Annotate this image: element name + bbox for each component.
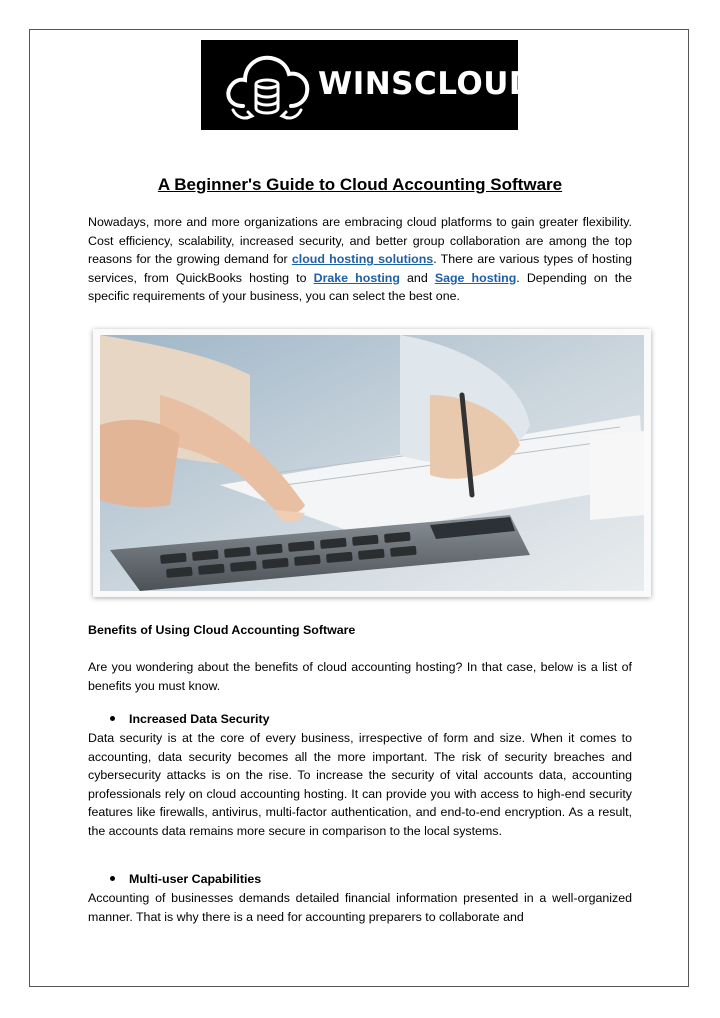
sage-hosting-link[interactable]: Sage hosting: [434, 270, 517, 285]
calculator-photo-illustration: [100, 335, 644, 591]
benefit-title-multi-user: [110, 872, 261, 886]
benefits-heading: Benefits of Using Cloud Accounting Software: [88, 623, 356, 637]
intro-paragraph: [88, 213, 632, 306]
benefit-title-data-security: [110, 712, 270, 726]
benefits-intro: Are you wondering about the benefits of cloud accounting hosting? In that case, below is a list of benefits you must know.: [88, 660, 632, 693]
benefit-title-2: Multi-user Capabilities: [129, 872, 262, 886]
benefit-text-data-security: Data security is at the core of every business, irrespective of form and size. When it comes to accounting, data security becomes all the more important. The risk of security breaches and cybersecurity attacks is on the rise. To increase the security of vital accounts data, accounting professionals rely on cloud accounting hosting. It can provide you with access to high-end security features like firewalls, antivirus, multi-factor authentication, and end-to-end encryption. As a result, the accounts data remains more secure in comparison to the local systems.: [88, 731, 632, 838]
benefit-title-1: Increased Data Security: [129, 712, 270, 726]
intro-text-1: Nowadays, more and more organizations are embracing cloud platforms to gain greater flexibility. Cost efficiency, scalability, increased security, and better group collaboration are among the top reasons for the growing demand for: [88, 215, 632, 267]
bullet-icon: [110, 876, 115, 881]
bullet-icon: [110, 716, 115, 721]
intro-text-4: . Depending on the specific requirements of your business, you can select the best one.: [88, 270, 633, 304]
intro-text-3: and: [399, 270, 435, 285]
benefit-text-multi-user: Accounting of businesses demands detailed financial information presented in a well-organized manner. That is why there is a need for accounting preparers to collaborate and: [88, 891, 632, 924]
brand-logo: [201, 40, 536, 130]
cloud-hosting-solutions-link[interactable]: cloud hosting solutions: [291, 252, 434, 267]
page-title: A Beginner's Guide to Cloud Accounting Software: [157, 175, 563, 194]
cloud-database-icon: [221, 48, 313, 124]
intro-text-2: . There are various types of hosting services, from QuickBooks hosting to: [88, 252, 632, 285]
calculator-photo: [93, 329, 651, 597]
brand-name: WINSCLOUD: [318, 66, 536, 102]
drake-hosting-link[interactable]: Drake hosting: [313, 270, 400, 285]
